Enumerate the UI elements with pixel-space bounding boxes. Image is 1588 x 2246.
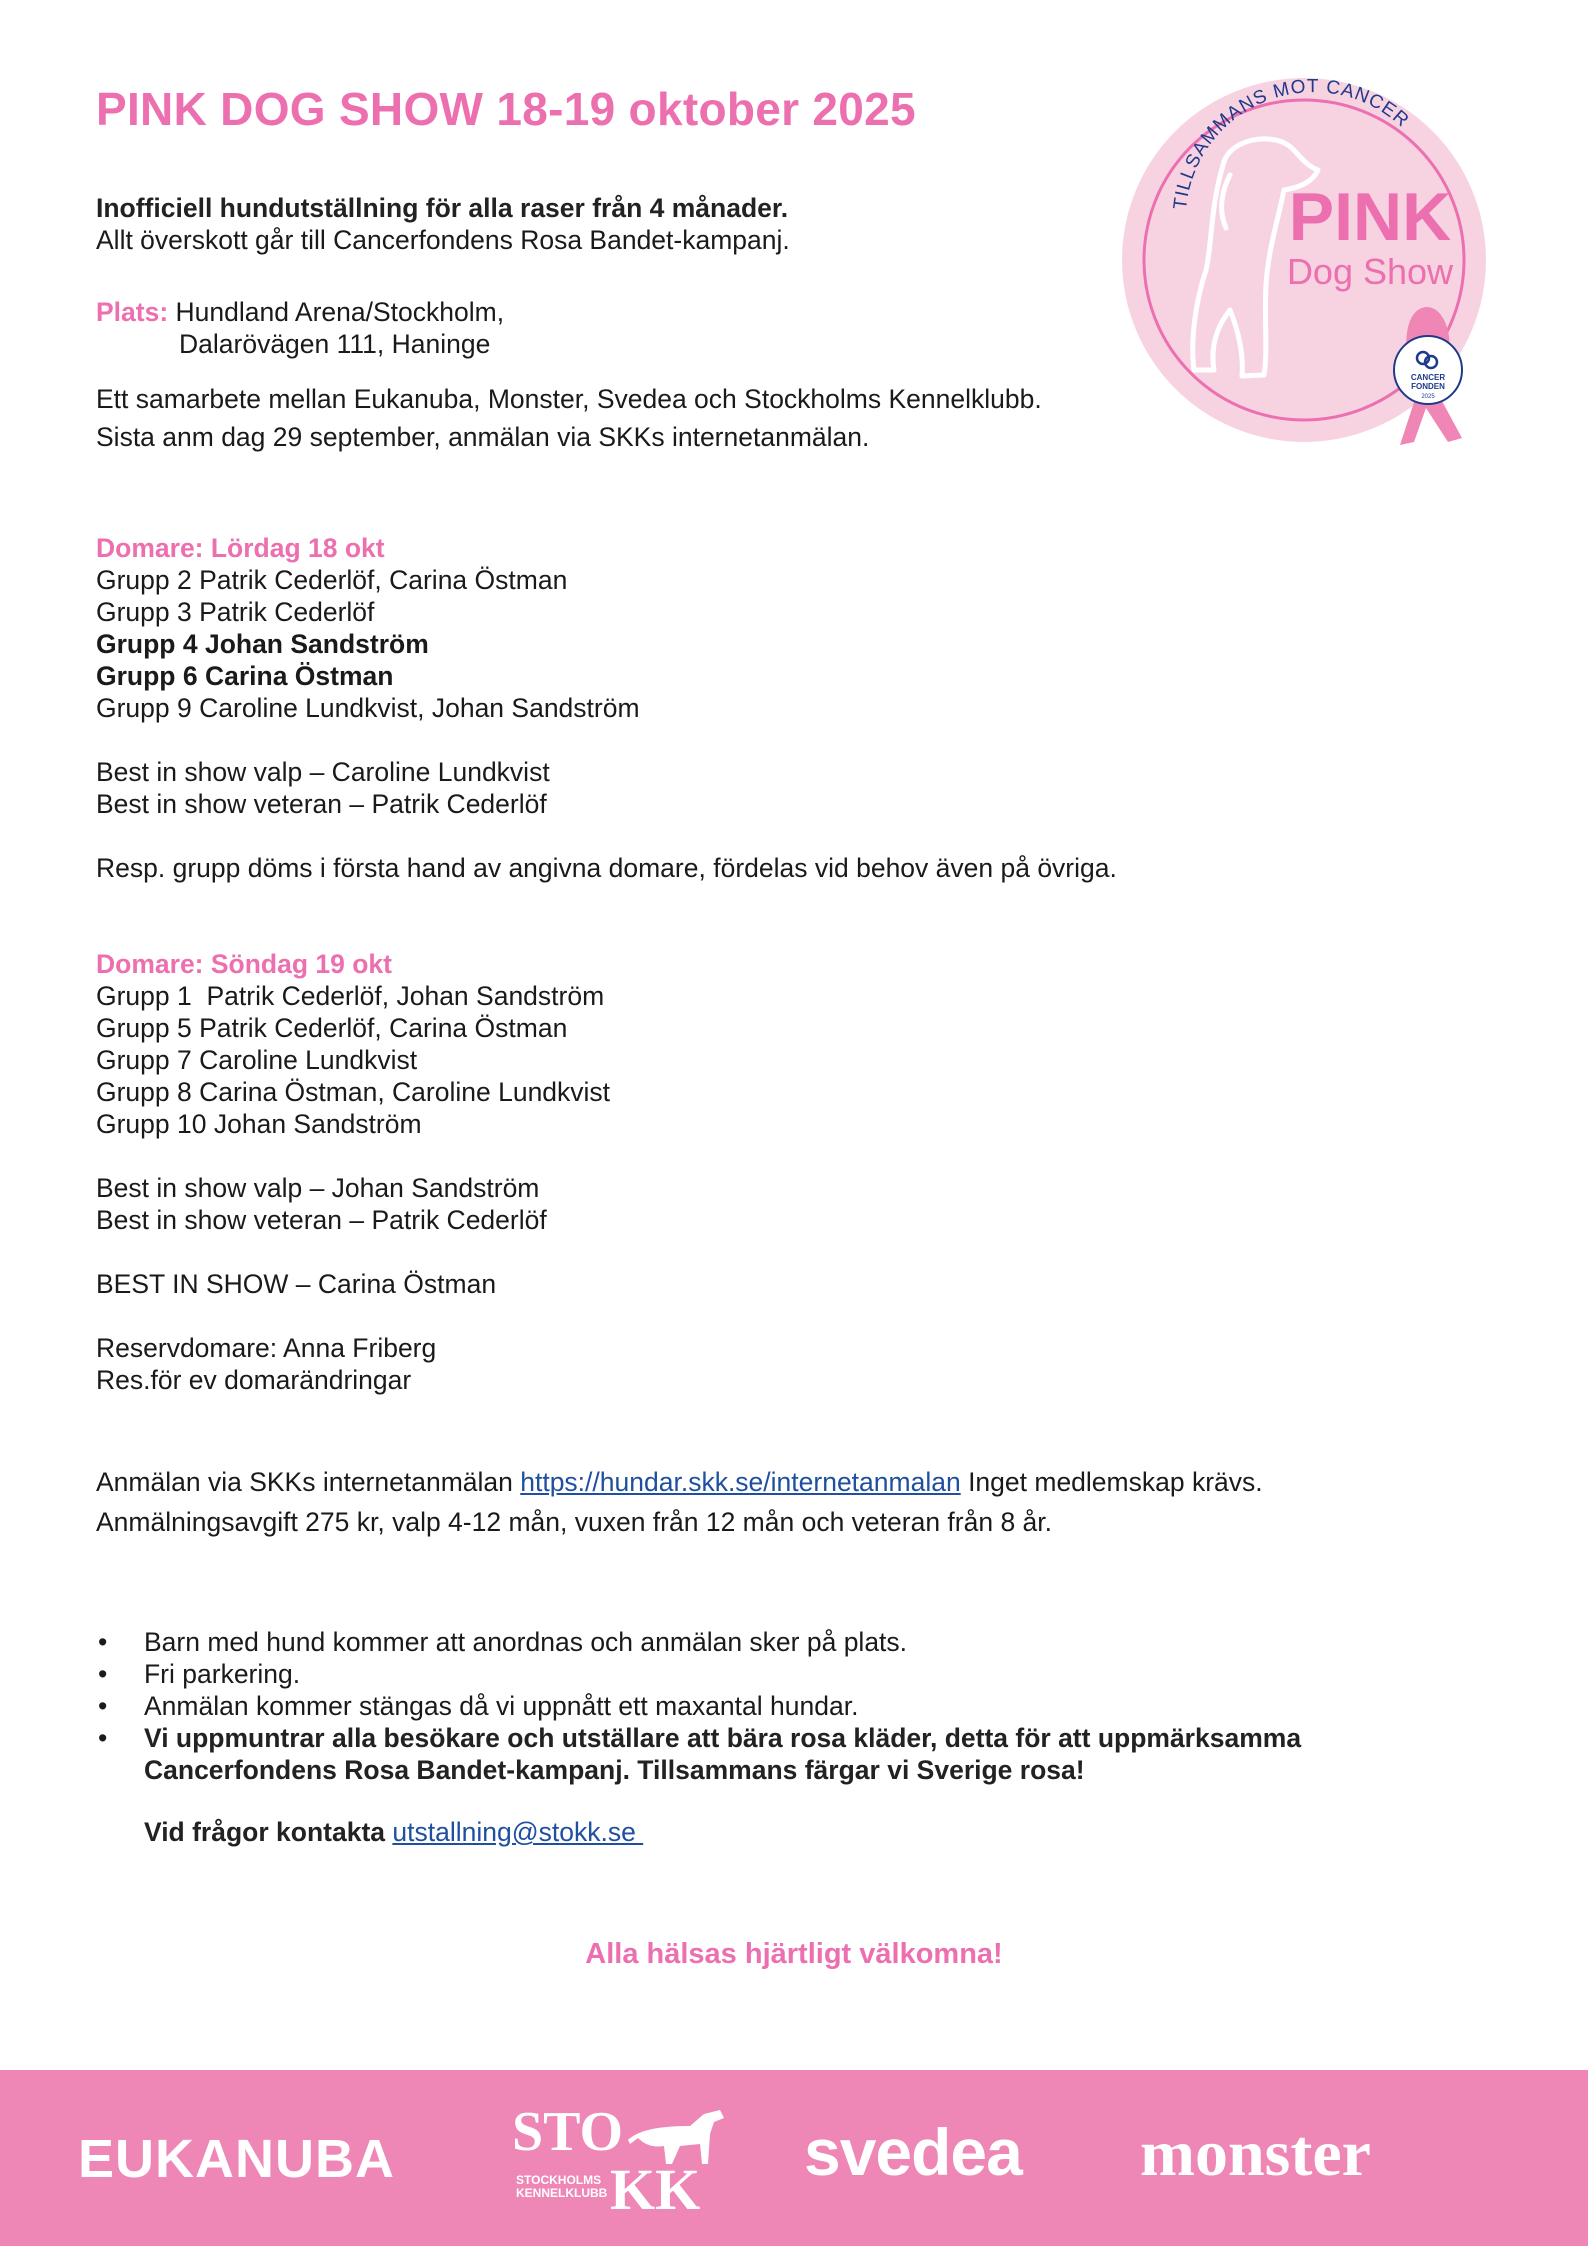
sunday-section	[96, 948, 610, 1396]
collab-line-2: Sista anm dag 29 september, anmälan via SKKs internetanmälan.	[96, 422, 870, 452]
sunday-group-row: Grupp 8 Carina Östman, Caroline Lundkvist	[96, 1077, 611, 1107]
location-line-1: Hundland Arena/Stockholm,	[175, 297, 505, 327]
saturday-group-row: Grupp 6 Carina Östman	[96, 661, 394, 691]
list-item: • Barn med hund kommer att anordnas och anmälan sker på plats.	[98, 1627, 908, 1657]
collab-block	[96, 380, 1042, 456]
svedea-logo: svedea	[804, 2115, 1022, 2189]
bullet-icon: •	[98, 1627, 108, 1657]
contact-email-link[interactable]: utstallning@stokk.se	[392, 1817, 644, 1847]
saturday-note: Resp. grupp döms i första hand av angivna domare, fördelas vid behov även på övriga.	[96, 853, 1117, 883]
page-title: PINK DOG SHOW 18-19 oktober 2025	[96, 83, 916, 135]
registration-link[interactable]: https://hundar.skk.se/internetanmalan	[520, 1467, 961, 1497]
sunday-heading: Domare: Söndag 19 okt	[96, 949, 392, 979]
location-label: Plats:	[96, 297, 169, 327]
list-item: • Anmälan kommer stängas då vi uppnått ett maxantal hundar.	[98, 1691, 859, 1721]
bullet-icon: •	[98, 1723, 108, 1753]
reserve-note: Res.för ev domarändringar	[96, 1365, 412, 1395]
info-bullet-list	[96, 1626, 1444, 1848]
stokk-logo-sto: STO	[512, 2101, 624, 2163]
registration-block	[96, 1462, 1263, 1542]
location-block	[96, 296, 504, 360]
stokk-logo-sub2: KENNELKLUBB	[516, 2186, 608, 2200]
stokk-logo	[512, 2100, 732, 2230]
eukanuba-logo: EUKANUBA	[78, 2129, 395, 2189]
sunday-bis-veteran: Best in show veteran – Patrik Cederlöf	[96, 1205, 547, 1235]
bullet-icon: •	[98, 1659, 108, 1689]
list-item: • Vi uppmuntrar alla besökare och utställare att bära rosa kläder, detta för att uppmärksamma Cancerfondens Rosa Bandet-kampanj. Tillsammans färgar vi Sverige rosa!	[98, 1723, 1302, 1785]
reserve-judge: Reservdomare: Anna Friberg	[96, 1333, 437, 1363]
saturday-section	[96, 532, 1117, 884]
saturday-bis-veteran: Best in show veteran – Patrik Cederlöf	[96, 789, 547, 819]
registration-prefix: Anmälan via SKKs internetanmälan	[96, 1467, 521, 1497]
registration-suffix: Inget medlemskap krävs.	[960, 1467, 1263, 1497]
location-line-2: Dalarövägen 111, Haninge	[179, 329, 491, 359]
pink-dog-show-emblem	[1118, 70, 1494, 454]
registration-fee: Anmälningsavgift 275 kr, valp 4-12 mån, vuxen från 12 mån och veteran från 8 år.	[96, 1507, 1053, 1537]
intro-line-2: Allt överskott går till Cancerfondens Rosa Bandet-kampanj.	[96, 225, 790, 255]
monster-logo: monster	[1140, 2117, 1371, 2190]
sunday-group-row: Grupp 10 Johan Sandström	[96, 1109, 422, 1139]
contact-line	[96, 1816, 1444, 1848]
intro-line-1: Inofficiell hundutställning för alla raser från 4 månader.	[96, 193, 789, 223]
saturday-group-row: Grupp 4 Johan Sandström	[96, 629, 429, 659]
stokk-logo-kk: KK	[610, 2157, 701, 2222]
best-in-show: BEST IN SHOW – Carina Östman	[96, 1269, 497, 1299]
stokk-logo-sub1: STOCKHOLMS	[516, 2173, 602, 2187]
bullet-icon: •	[98, 1691, 108, 1721]
saturday-group-row: Grupp 2 Patrik Cederlöf, Carina Östman	[96, 565, 568, 595]
intro-block	[96, 192, 790, 256]
emblem-pink-text: PINK	[1288, 179, 1452, 255]
badge-year-text: 2025	[1421, 394, 1435, 400]
emblem-dog-show-text: Dog Show	[1286, 251, 1454, 292]
saturday-group-row: Grupp 3 Patrik Cederlöf	[96, 597, 375, 627]
saturday-group-row: Grupp 9 Caroline Lundkvist, Johan Sandström	[96, 693, 640, 723]
collab-line-1: Ett samarbete mellan Eukanuba, Monster, Svedea och Stockholms Kennelklubb.	[96, 384, 1042, 414]
badge-fonden-text: FONDEN	[1411, 382, 1445, 391]
saturday-bis-puppy: Best in show valp – Caroline Lundkvist	[96, 757, 550, 787]
sunday-group-row: Grupp 1 Patrik Cederlöf, Johan Sandström	[96, 981, 605, 1011]
welcome-message: Alla hälsas hjärtligt välkomna!	[585, 1938, 1003, 1970]
sponsor-footer	[0, 2070, 1588, 2246]
emblem-arc-text: TILLSAMMANS MOT CANCER	[1169, 76, 1414, 211]
contact-prefix: Vid frågor kontakta	[144, 1817, 393, 1847]
list-item: • Fri parkering.	[98, 1659, 301, 1689]
saturday-heading: Domare: Lördag 18 okt	[96, 533, 385, 563]
sunday-bis-puppy: Best in show valp – Johan Sandström	[96, 1173, 540, 1203]
sunday-group-row: Grupp 5 Patrik Cederlöf, Carina Östman	[96, 1013, 568, 1043]
sunday-group-row: Grupp 7 Caroline Lundkvist	[96, 1045, 418, 1075]
badge-cancer-text: CANCER	[1410, 373, 1446, 382]
